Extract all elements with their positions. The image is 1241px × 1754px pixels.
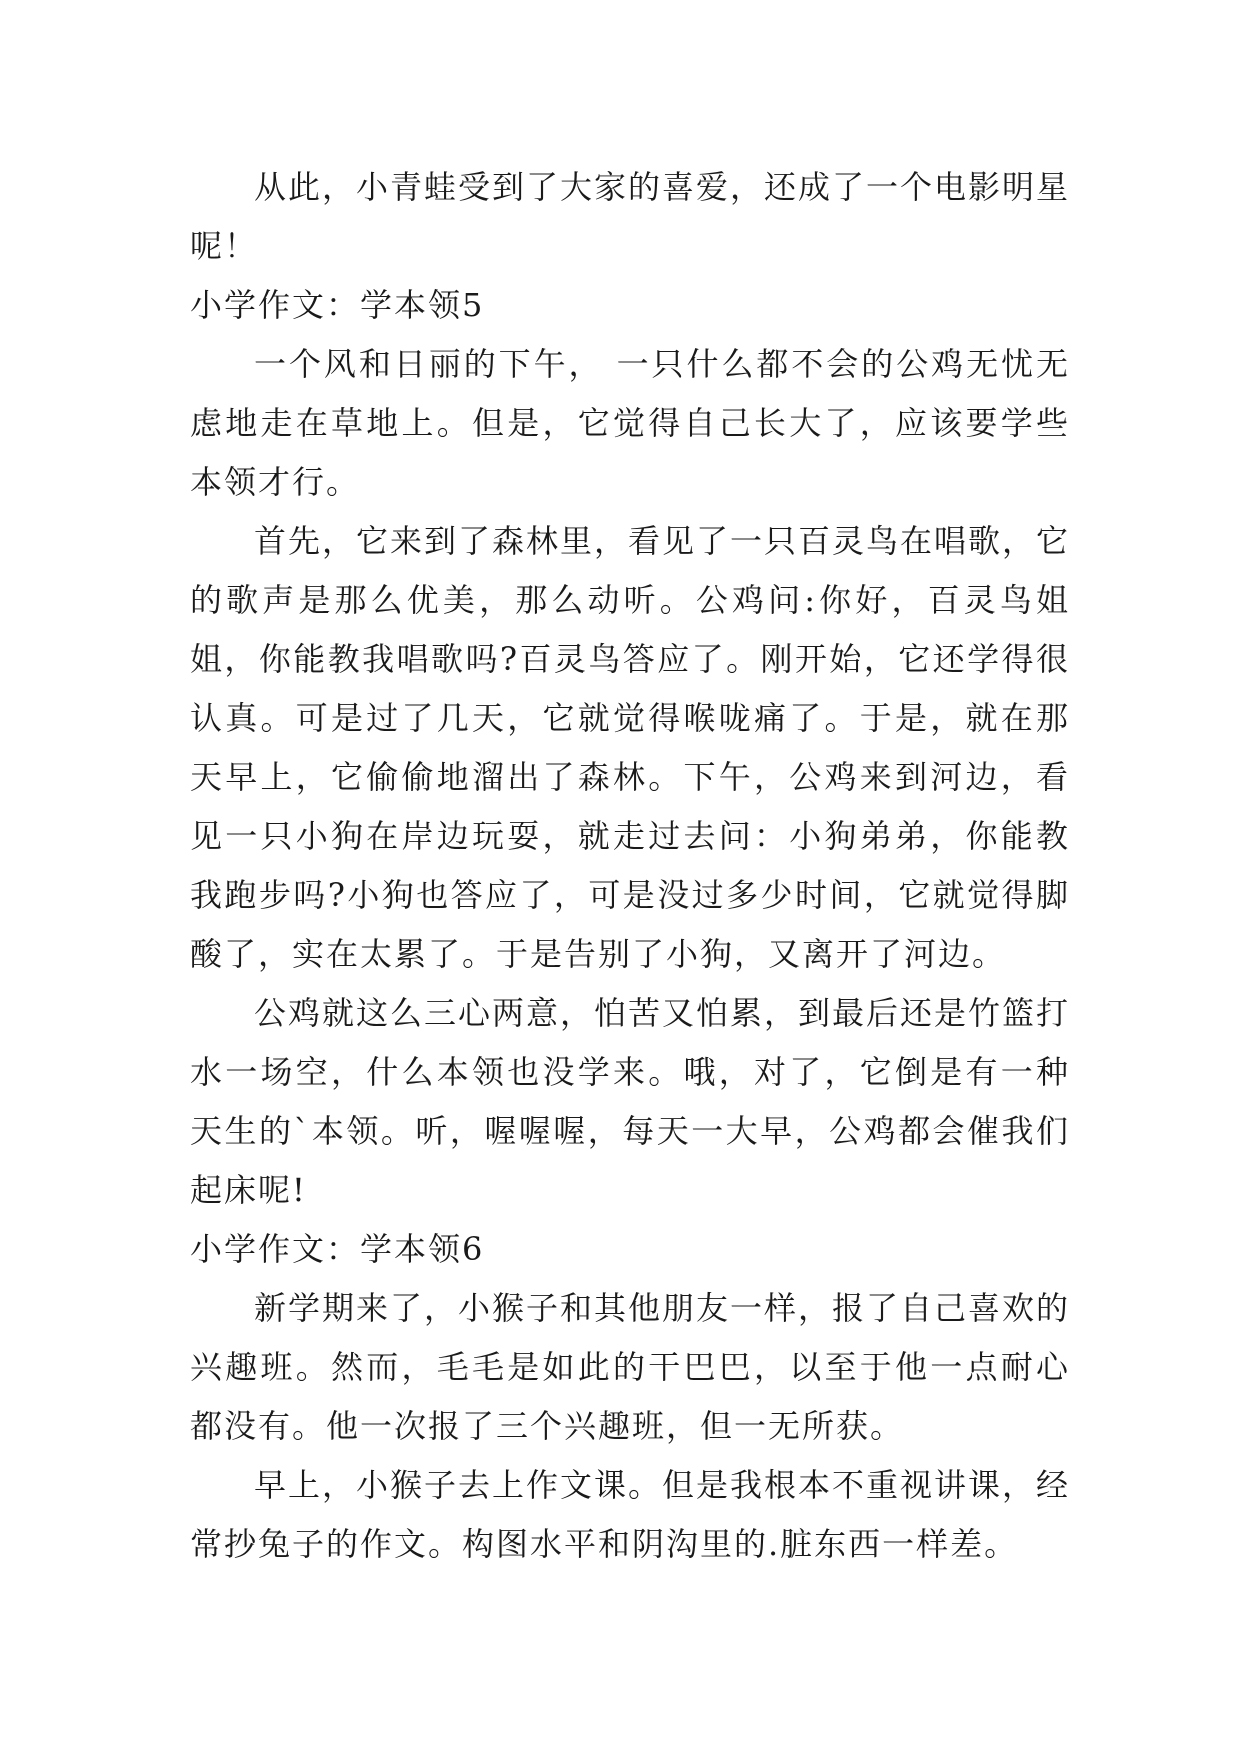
section-heading-5: 小学作文：学本领5 (190, 286, 485, 324)
paragraph-rooster-ending: 公鸡就这么三心两意，怕苦又怕累，到最后还是竹篮打水一场空，什么本领也没学来。哦，对了，它倒是有一种天生的`本领。听，喔喔喔，每天一大早，公鸡都会催我们起床呢! (190, 994, 1071, 1209)
paragraph-rooster-intro: 一个风和日丽的下午， 一只什么都不会的公鸡无忧无虑地走在草地上。但是，它觉得自己长大了，应该要学些本领才行。 (190, 345, 1070, 501)
paragraph-monkey-intro: 新学期来了，小猴子和其他朋友一样，报了自己喜欢的兴趣班。然而，毛毛是如此的干巴巴，以至于他一点耐心都没有。他一次报了三个兴趣班，但一无所获。 (190, 1289, 1071, 1445)
paragraph-monkey-class: 早上，小猴子去上作文课。但是我根本不重视讲课，经常抄兔子的作文。构图水平和阴沟里的.脏东西一样差。 (190, 1466, 1071, 1563)
document-body (190, 158, 1070, 1574)
paragraph-rooster-learning: 首先，它来到了森林里，看见了一只百灵鸟在唱歌，它的歌声是那么优美，那么动听。公鸡问:你好，百灵鸟姐姐，你能教我唱歌吗?百灵鸟答应了。刚开始，它还学得很认真。可是过了几天，它就觉得喉咙痛了。于是，就在那天早上，它偷偷地溜出了森林。下午，公鸡来到河边，看见一只小狗在岸边玩耍，就走过去问：小狗弟弟，你能教我跑步吗?小狗也答应了，可是没过多少时间，它就觉得脚酸了，实在太累了。于是告别了小狗，又离开了河边。 (190, 522, 1071, 973)
section-heading-6: 小学作文：学本领6 (190, 1230, 485, 1268)
paragraph-frog-ending: 从此，小青蛙受到了大家的喜爱，还成了一个电影明星呢！ (190, 168, 1071, 265)
